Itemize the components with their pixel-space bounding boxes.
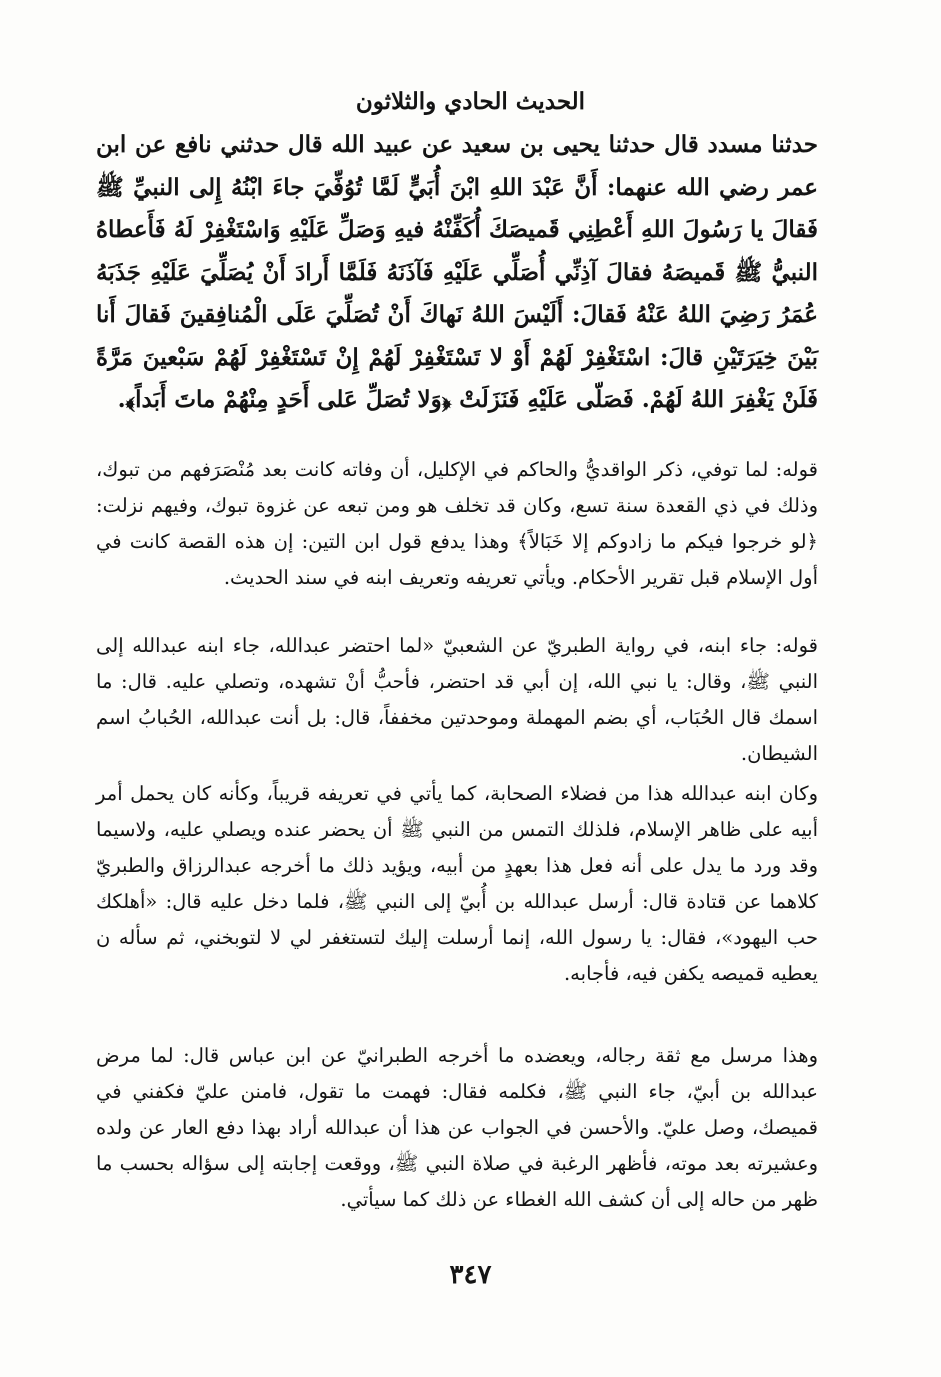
page-number: ٣٤٧ — [449, 1260, 492, 1290]
hadith-text: حدثنا مسدد قال حدثنا يحيى بن سعيد عن عبيد الله قال حدثني نافع عن ابن عمر رضي الله عنهما: أَنَّ عَبْدَ اللهِ ابْنَ أُبَيٍّ لَمَّا تُوُفِّيَ جاءَ ابْنُهُ إِلى النبيِّ ﷺ فَقالَ يا رَسُولَ اللهِ أَعْطِنِي قَميصَكَ أُكَفِّنْهُ فيهِ وَصَلِّ عَلَيْهِ وَاسْتَغْفِرْ لَهُ فَأَعطاهُ النبيُّ ﷺ قَميصَهُ فقالَ آذِنِّي أُصَلِّي عَلَيْهِ فَآذَنَهُ فَلَمَّا أَرادَ أَنْ يُصَلِّيَ عَلَيْهِ جَذَبَهُ عُمَرُ رَضِيَ اللهُ عَنْهُ فَقالَ: أَلَيْسَ اللهُ نَهاكَ أَنْ تُصَلِّيَ عَلَى الْمُنافِقينَ فَقالَ أَنا بَيْنَ خِيَرَتَيْنِ قالَ: اسْتَغْفِرْ لَهُمْ أَوْ لا تَسْتَغْفِرْ لَهُمْ إِنْ تَسْتَغْفِرْ لَهُمْ سَبْعينَ مَرَّةً فَلَنْ يَغْفِرَ اللهُ لَهُمْ. فَصَلّى عَلَيْهِ فَنَزَلَتْ ﴿وَلا تُصَلِّ عَلى أَحَدٍ مِنْهُمْ ماتَ أَبَداً﴾. — [96, 131, 818, 413]
commentary-paragraph-1: قوله: لما توفي، ذكر الواقديُّ والحاكم في الإكليل، أن وفاته كانت بعد مُنْصَرَفهم من تبوك، وذلك في ذي القعدة سنة تسع، وكان قد تخلف هو ومن تبعه عن غزوة تبوك، وفيهم نزلت: ﴿لو خرجوا فيكم ما زادوكم إلا خَبَالاً﴾ وهذا يدفع قول ابن التين: إن هذه القصة كانت في أول الإسلام قبل تقرير الأحكام. ويأتي تعريفه وتعريف ابنه في سند الحديث. — [96, 458, 818, 589]
commentary-paragraph-2: قوله: جاء ابنه، في رواية الطبريّ عن الشعبيّ «لما احتضر عبدالله، جاء ابنه عبدالله إلى النبي ﷺ، وقال: يا نبي الله، إن أبي قد احتضر، فأحبُّ أنْ تشهده، وتصلي عليه. قال: ما اسمك قال الحُبَاب، أي بضم المهملة وموحدتين مخففاً، قال: بل أنت عبدالله، الحُبابُ اسم الشيطان. — [96, 634, 818, 765]
chapter-title: الحديث الحادي والثلاثون — [355, 88, 586, 115]
commentary-paragraph-3: وكان ابنه عبدالله هذا من فضلاء الصحابة، كما يأتي في تعريفه قريباً، وكأنه كان يحمل أمر أبيه على ظاهر الإسلام، فلذلك التمس من النبي ﷺ أن يحضر عنده ويصلي عليه، ولاسيما وقد ورد ما يدل على أنه فعل هذا بعهدٍ من أبيه، ويؤيد ذلك ما أخرجه عبدالرزاق والطبريّ كلاهما عن قتادة قال: أرسل عبدالله بن أُبيّ إلى النبي ﷺ، فلما دخل عليه قال: «أهلكك حب اليهود»، فقال: يا رسول الله، إنما أرسلت إليك لتستغفر لي لا لتوبخني، ثم سأله ن يعطيه قميصه يكفن فيه، فأجابه. — [96, 782, 818, 985]
commentary-paragraph-4: وهذا مرسل مع ثقة رجاله، ويعضده ما أخرجه الطبرانيّ عن ابن عباس قال: لما مرض عبدالله بن أبيّ، جاء النبي ﷺ، فكلمه فقال: فهمت ما تقول، فامنن عليّ فكفني في قميصك، وصل عليّ. والأحسن في الجواب عن هذا أن عبدالله أراد بهذا دفع العار عن ولده وعشيرته بعد موته، فأظهر الرغبة في صلاة النبي ﷺ، ووقعت إجابته إلى سؤاله بحسب ما ظهر من حاله إلى أن كشف الله الغطاء عن ذلك كما سيأتي. — [96, 1044, 818, 1211]
